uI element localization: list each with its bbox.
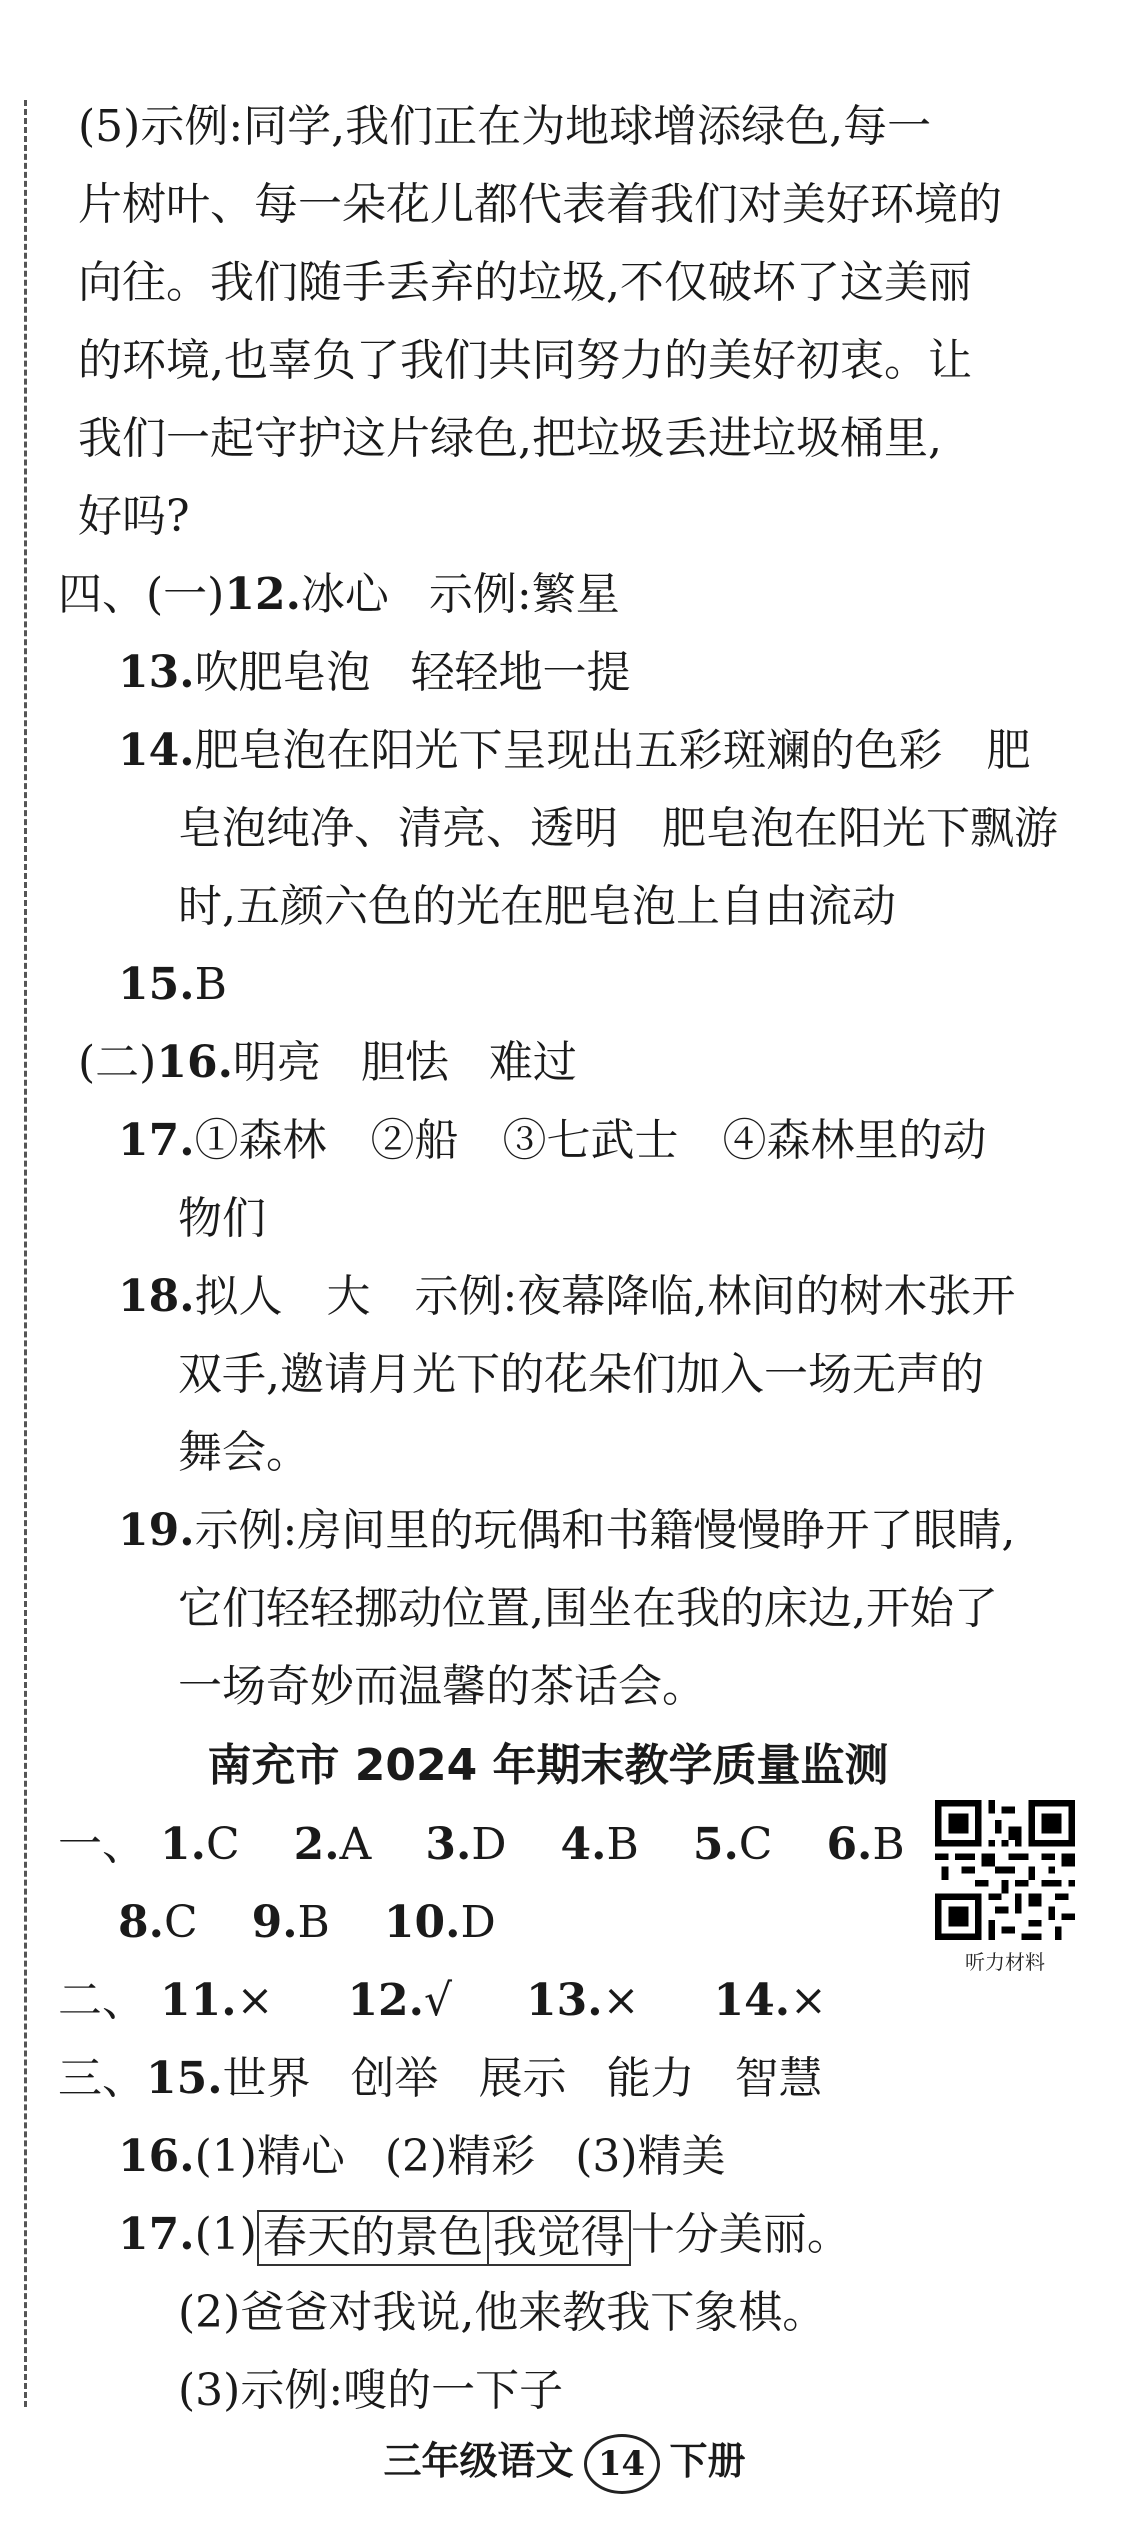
q17-number: 17. — [118, 1115, 195, 1166]
page-number: 14 — [584, 2434, 660, 2494]
p3-q17-1-rest: 十分美丽。 — [630, 2209, 851, 2260]
p2-q11-answer: × — [236, 1975, 274, 2026]
p1-q10-number: 10. — [383, 1897, 461, 1948]
q13-number: 13. — [118, 647, 195, 698]
q18-line-2: 双手,邀请月光下的花朵们加入一场无声的 — [178, 1349, 984, 1400]
p3-q16-b: (2)精彩 — [384, 2131, 536, 2182]
p1-q8-answer: C — [163, 1897, 198, 1948]
p1-q10-answer: D — [460, 1897, 496, 1948]
part4-q17 — [58, 1102, 1078, 1180]
q17-line-1: ①森林 ②船 ③七武士 ④森林里的动 — [194, 1115, 987, 1166]
q12-answer-b: 示例:繁星 — [428, 569, 620, 620]
p1-q3-number: 3. — [425, 1819, 472, 1870]
q18-line-3: 舞会。 — [178, 1427, 310, 1478]
part3-prefix: 三、 — [58, 2053, 146, 2104]
p3-q16-c: (3)精美 — [575, 2131, 726, 2182]
p2-q14-answer: × — [790, 1975, 827, 2026]
q14-number: 14. — [118, 725, 195, 776]
p2-q11-number: 11. — [160, 1975, 237, 2026]
q13-answer-b: 轻轻地一提 — [410, 647, 631, 698]
p3-q16-number: 16. — [118, 2131, 195, 2182]
p2-q12-answer: √ — [424, 1975, 453, 2026]
p3-q17-3: (3)示例:嗖的一下子 — [178, 2365, 564, 2416]
part2-prefix: 二、 — [58, 1975, 146, 2026]
part1-row-2 — [58, 1884, 1078, 1962]
q18-line-1: 拟人 大 示例:夜幕降临,林间的树木张开 — [194, 1271, 1016, 1322]
p2-q13-answer: × — [602, 1975, 640, 2026]
part2-row — [58, 1962, 1078, 2040]
p1-q1-number: 1. — [160, 1819, 206, 1870]
p3-q17-1-prefix: (1) — [194, 2209, 257, 2260]
p1-q9-answer: B — [297, 1897, 330, 1948]
part4-q15 — [58, 946, 1078, 1024]
q19-line-2: 它们轻轻挪动位置,围坐在我的床边,开始了 — [178, 1583, 998, 1634]
q15-answer: B — [194, 959, 227, 1010]
q15-number: 15. — [118, 959, 195, 1010]
q16-answer-a: 明亮 — [232, 1037, 321, 1088]
p3-q15-word: 能力 — [606, 2053, 695, 2104]
part4-q12 — [58, 556, 1078, 634]
p3-q17-1-box-subject: 春天的景色 — [257, 2210, 489, 2266]
q19-line-1: 示例:房间里的玩偶和书籍慢慢睁开了眼睛, — [194, 1505, 1016, 1556]
p1-q8-number: 8. — [118, 1897, 164, 1948]
q5-line-6: 好吗? — [78, 491, 190, 542]
part1-row-1 — [58, 1806, 1078, 1884]
p1-q6-answer: B — [872, 1819, 905, 1870]
p3-q15-word: 世界 — [222, 2053, 311, 2104]
p3-q17-1-box-insert: 我觉得 — [489, 2210, 631, 2266]
q5-line-5: 我们一起守护这片绿色,把垃圾丢进垃圾桶里, — [78, 413, 942, 464]
q14-line-1: 肥皂泡在阳光下呈现出五彩斑斓的色彩 肥 — [194, 725, 1031, 776]
p1-q3-answer: D — [471, 1819, 507, 1870]
p1-q9-number: 9. — [251, 1897, 298, 1948]
section-title: 南充市 2024 年期末教学质量监测 — [207, 1740, 889, 1791]
sub2-prefix: (二) — [78, 1037, 157, 1088]
part4-q13 — [58, 634, 1078, 712]
p3-q15-word: 智慧 — [734, 2053, 823, 2104]
part4-q16 — [58, 1024, 1078, 1102]
q12-number: 12. — [224, 569, 301, 620]
footer-grade-subject: 三年级语文 — [383, 2439, 574, 2483]
part4-q19 — [58, 1492, 1078, 1570]
part3-q17-1 — [58, 2196, 1078, 2274]
p2-q13-number: 13. — [526, 1975, 603, 2026]
q16-number: 16. — [156, 1037, 233, 1088]
q5-line-2: 片树叶、每一朵花儿都代表着我们对美好环境的 — [78, 179, 1002, 230]
p3-q16-a: (1)精心 — [194, 2131, 345, 2182]
page-footer — [0, 2430, 1129, 2494]
p1-q5-number: 5. — [692, 1819, 739, 1870]
q18-number: 18. — [118, 1271, 195, 1322]
p1-q2-answer: A — [339, 1819, 372, 1870]
part3-q15 — [58, 2040, 1078, 2118]
q14-line-3: 时,五颜六色的光在肥皂泡上自由流动 — [178, 881, 896, 932]
q16-answer-b: 胆怯 — [360, 1037, 449, 1088]
p1-q4-answer: B — [606, 1819, 639, 1870]
q17-line-2: 物们 — [178, 1193, 266, 1244]
p2-q14-number: 14. — [713, 1975, 791, 2026]
part4-q14 — [58, 712, 1078, 790]
cut-line — [24, 100, 27, 2407]
p3-q17-number: 17. — [118, 2209, 195, 2260]
q5-line-3: 向往。我们随手丢弃的垃圾,不仅破坏了这美丽 — [78, 257, 972, 308]
q5-line-4: 的环境,也辜负了我们共同努力的美好初衷。让 — [78, 335, 972, 386]
q12-answer-a: 冰心 — [300, 569, 389, 620]
p1-q1-answer: C — [205, 1819, 240, 1870]
p3-q17-2: (2)爸爸对我说,他来教我下象棋。 — [178, 2287, 827, 2338]
qr-code-icon — [935, 1800, 1075, 1940]
qr-caption: 听力材料 — [965, 1950, 1045, 1974]
part3-q16 — [58, 2118, 1078, 2196]
p2-q12-number: 12. — [347, 1975, 424, 2026]
q5-line-1: (5)示例:同学,我们正在为地球增添绿色,每一 — [78, 101, 932, 152]
q13-answer-a: 吹肥皂泡 — [194, 647, 371, 698]
part4-q18 — [58, 1258, 1078, 1336]
q14-line-2: 皂泡纯净、清亮、透明 肥皂泡在阳光下飘游 — [178, 803, 1058, 854]
p1-q6-number: 6. — [826, 1819, 873, 1870]
p3-q15-word: 创举 — [350, 2053, 439, 2104]
p3-q15-word: 展示 — [478, 2053, 567, 2104]
answer-content — [58, 88, 1078, 2430]
q19-number: 19. — [118, 1505, 195, 1556]
p1-q5-answer: C — [738, 1819, 773, 1870]
p1-q4-number: 4. — [560, 1819, 607, 1870]
q19-line-3: 一场奇妙而温馨的茶话会。 — [178, 1661, 706, 1712]
q16-answer-c: 难过 — [488, 1037, 577, 1088]
part4-prefix: 四、(一) — [58, 569, 225, 620]
footer-volume: 下册 — [669, 2439, 746, 2483]
p1-q2-number: 2. — [293, 1819, 340, 1870]
p3-q15-number: 15. — [146, 2053, 223, 2104]
part1-prefix: 一、 — [58, 1819, 146, 1870]
